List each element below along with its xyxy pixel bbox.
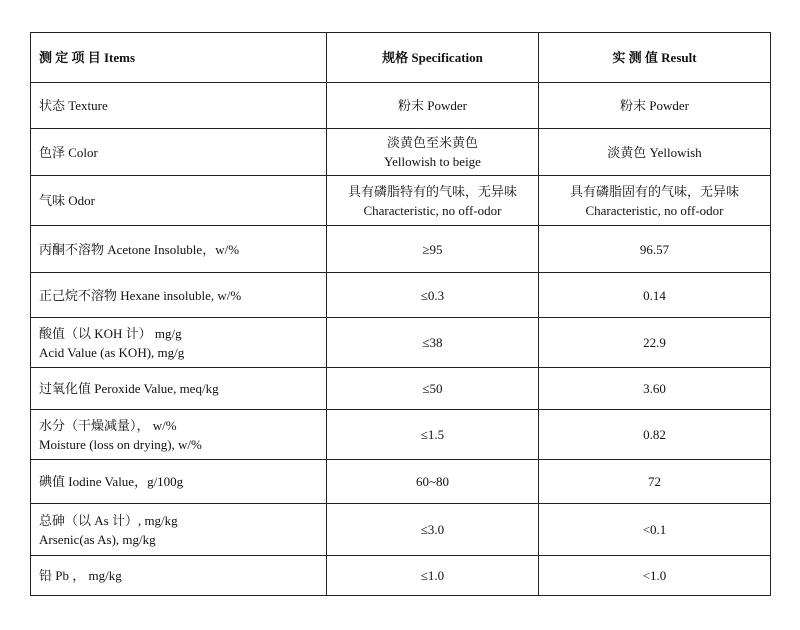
item-cell <box>31 176 327 226</box>
specification-cell <box>327 504 539 556</box>
result-cell-text: 22.9 <box>643 335 666 350</box>
specification-table <box>30 32 771 596</box>
result-cell-text: 96.57 <box>639 241 670 257</box>
result-cell <box>539 318 771 368</box>
specification-cell-text: ≤50 <box>422 381 443 396</box>
result-cell-text: 淡黄色 Yellowish <box>607 144 702 160</box>
specification-cell <box>327 318 539 368</box>
table-row <box>31 129 771 176</box>
result-cell-text: <0.1 <box>642 522 667 537</box>
item-cell <box>31 556 327 596</box>
specification-cell <box>327 368 539 410</box>
result-cell-text: <1.0 <box>642 568 667 583</box>
item-cell <box>31 226 327 273</box>
item-cell-text: 丙酮不溶物 Acetone Insoluble，w/% <box>39 241 240 257</box>
specification-cell <box>327 83 539 129</box>
specification-cell-text: ≤1.5 <box>420 427 445 442</box>
item-cell-text: Moisture (loss on drying), w/% <box>39 436 202 452</box>
specification-cell-text: 具有磷脂特有的气味，无异味 <box>347 183 517 199</box>
result-cell-text: 3.60 <box>643 381 666 396</box>
result-cell <box>539 83 771 129</box>
result-cell-text: 粉末 Powder <box>620 98 689 113</box>
result-cell <box>539 556 771 596</box>
item-cell-text: 酸值（以 KOH 计） mg/g <box>39 325 182 341</box>
table-header-row <box>31 33 771 83</box>
specification-cell-text: ≤1.0 <box>420 568 445 583</box>
specification-cell-text: Yellowish to beige <box>384 154 481 169</box>
specification-cell <box>327 556 539 596</box>
specification-cell-text: 粉末 Powder <box>398 98 467 113</box>
item-cell <box>31 318 327 368</box>
table-row <box>31 83 771 129</box>
table-row <box>31 368 771 410</box>
table-row <box>31 504 771 556</box>
specification-cell-text: Characteristic, no off-odor <box>363 202 502 218</box>
item-cell <box>31 273 327 318</box>
table-row <box>31 410 771 460</box>
result-cell <box>539 129 771 176</box>
item-cell <box>31 368 327 410</box>
table-row <box>31 226 771 273</box>
item-cell-text: 碘值 Iodine Value，g/100g <box>39 474 184 489</box>
specification-cell <box>327 176 539 226</box>
item-cell <box>31 460 327 504</box>
result-cell-text: 72 <box>648 474 661 489</box>
item-cell-text: 气味 Odor <box>39 193 95 208</box>
item-cell <box>31 129 327 176</box>
item-cell-text: 铅 Pb ， mg/kg <box>39 568 122 583</box>
item-cell-text: Arsenic(as As), mg/kg <box>39 531 156 547</box>
specification-cell-text: 淡黄色至米黄色 <box>386 135 478 150</box>
result-cell <box>539 176 771 226</box>
table-row <box>31 460 771 504</box>
specification-cell <box>327 410 539 460</box>
item-cell <box>31 410 327 460</box>
result-cell <box>539 410 771 460</box>
result-cell <box>539 273 771 318</box>
result-cell <box>539 226 771 273</box>
specification-cell <box>327 226 539 273</box>
result-cell-text: 0.82 <box>643 427 666 442</box>
table-row <box>31 273 771 318</box>
specification-cell-text: ≥95 <box>422 241 443 257</box>
header-items: 测 定 项 目 Items <box>31 33 327 83</box>
header-specification: 规格 Specification <box>327 33 539 83</box>
table-row <box>31 556 771 596</box>
specification-cell-text: 60~80 <box>415 474 450 489</box>
item-cell-text: 过氧化值 Peroxide Value, meq/kg <box>39 381 219 396</box>
specification-cell <box>327 273 539 318</box>
specification-cell <box>327 460 539 504</box>
table-row <box>31 176 771 226</box>
item-cell <box>31 83 327 129</box>
result-cell <box>539 460 771 504</box>
header-result: 实 测 值 Result <box>539 33 771 83</box>
specification-cell-text: ≤38 <box>422 335 443 350</box>
result-cell <box>539 368 771 410</box>
item-cell-text: 色泽 Color <box>39 144 98 160</box>
specification-cell-text: ≤3.0 <box>420 522 445 537</box>
specification-cell <box>327 129 539 176</box>
result-cell-text: 具有磷脂固有的气味，无异味 <box>569 183 739 199</box>
result-cell <box>539 504 771 556</box>
item-cell-text: 正己烷不溶物 Hexane insoluble, w/% <box>39 287 242 303</box>
item-cell <box>31 504 327 556</box>
result-cell-text: Characteristic, no off-odor <box>585 202 724 218</box>
item-cell-text: 状态 Texture <box>39 98 108 113</box>
result-cell-text: 0.14 <box>643 287 666 303</box>
item-cell-text: 水分（干燥减量）， w/% <box>39 417 177 433</box>
specification-cell-text: ≤0.3 <box>420 287 445 303</box>
table-body <box>31 83 771 596</box>
item-cell-text: Acid Value (as KOH), mg/g <box>39 344 185 360</box>
item-cell-text: 总砷（以 As 计）, mg/kg <box>39 512 178 528</box>
table-row <box>31 318 771 368</box>
